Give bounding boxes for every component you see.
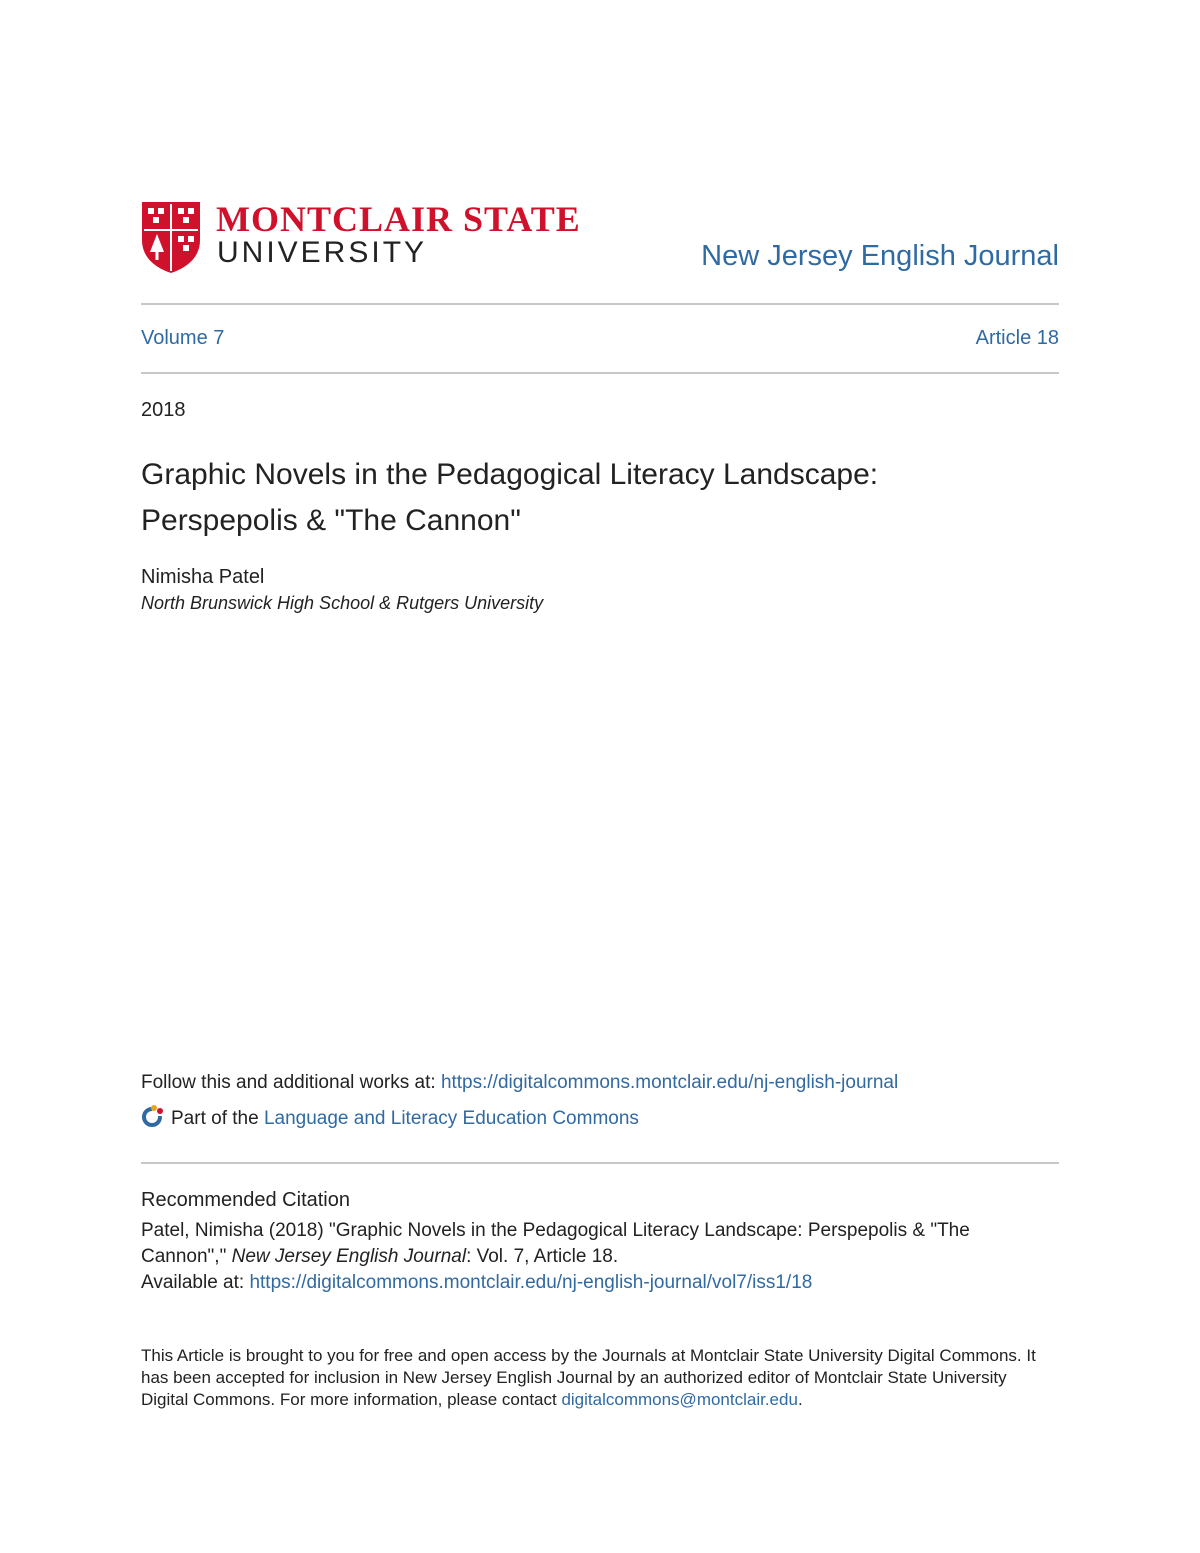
university-shield-icon (140, 200, 202, 274)
author-name: Nimisha Patel (141, 566, 265, 588)
author-affiliation: North Brunswick High School & Rutgers University (141, 593, 544, 613)
network-commons-icon (141, 1104, 165, 1128)
part-of-prefix: Part of the (171, 1108, 264, 1129)
recommended-citation-heading: Recommended Citation (141, 1189, 350, 1211)
divider (141, 1162, 1059, 1164)
university-logo (140, 198, 580, 276)
available-url-link[interactable]: https://digitalcommons.montclair.edu/nj-english-journal/vol7/iss1/18 (249, 1272, 813, 1293)
commons-link[interactable]: Language and Literacy Education Commons (263, 1108, 639, 1129)
notice-end: . (797, 1390, 803, 1409)
citation-journal: New Jersey English Journal (231, 1246, 467, 1267)
article-title: Graphic Novels in the Pedagogical Literacy Landscape: Perspepolis & "The Cannon" (141, 458, 879, 537)
university-name-line2: UNIVERSITY (217, 236, 428, 269)
part-of-line (141, 1104, 639, 1130)
citation-text (141, 1218, 1041, 1296)
journal-title-link[interactable]: New Jersey English Journal (701, 240, 1059, 272)
article-link[interactable]: Article 18 (975, 327, 1059, 349)
access-notice (141, 1345, 1041, 1411)
follow-line (141, 1072, 898, 1094)
divider (141, 303, 1059, 305)
follow-url-link[interactable]: https://digitalcommons.montclair.edu/nj-english-journal (440, 1072, 899, 1093)
follow-prefix: Follow this and additional works at: (141, 1072, 441, 1093)
citation-part2: : Vol. 7, Article 18. (466, 1246, 619, 1267)
notice-text: This Article is brought to you for free and open access by the Journals at Montclair State University Digital Commons. It has been accepted for inclusion in New Jersey English Journal by an authorized editor of Montclair State University Digital Commons. For more information, please contact (141, 1346, 1036, 1409)
university-name-line1: MONTCLAIR STATE (216, 199, 581, 239)
contact-email-link[interactable]: digitalcommons@montclair.edu (561, 1390, 798, 1409)
available-prefix: Available at: (141, 1272, 250, 1293)
citation-part1: Patel, Nimisha (2018) "Graphic Novels in the Pedagogical Literacy Landscape: Perspepolis & "The Cannon"," (141, 1220, 970, 1267)
divider (141, 372, 1059, 374)
volume-link[interactable]: Volume 7 (141, 327, 225, 349)
publication-year: 2018 (141, 399, 186, 421)
